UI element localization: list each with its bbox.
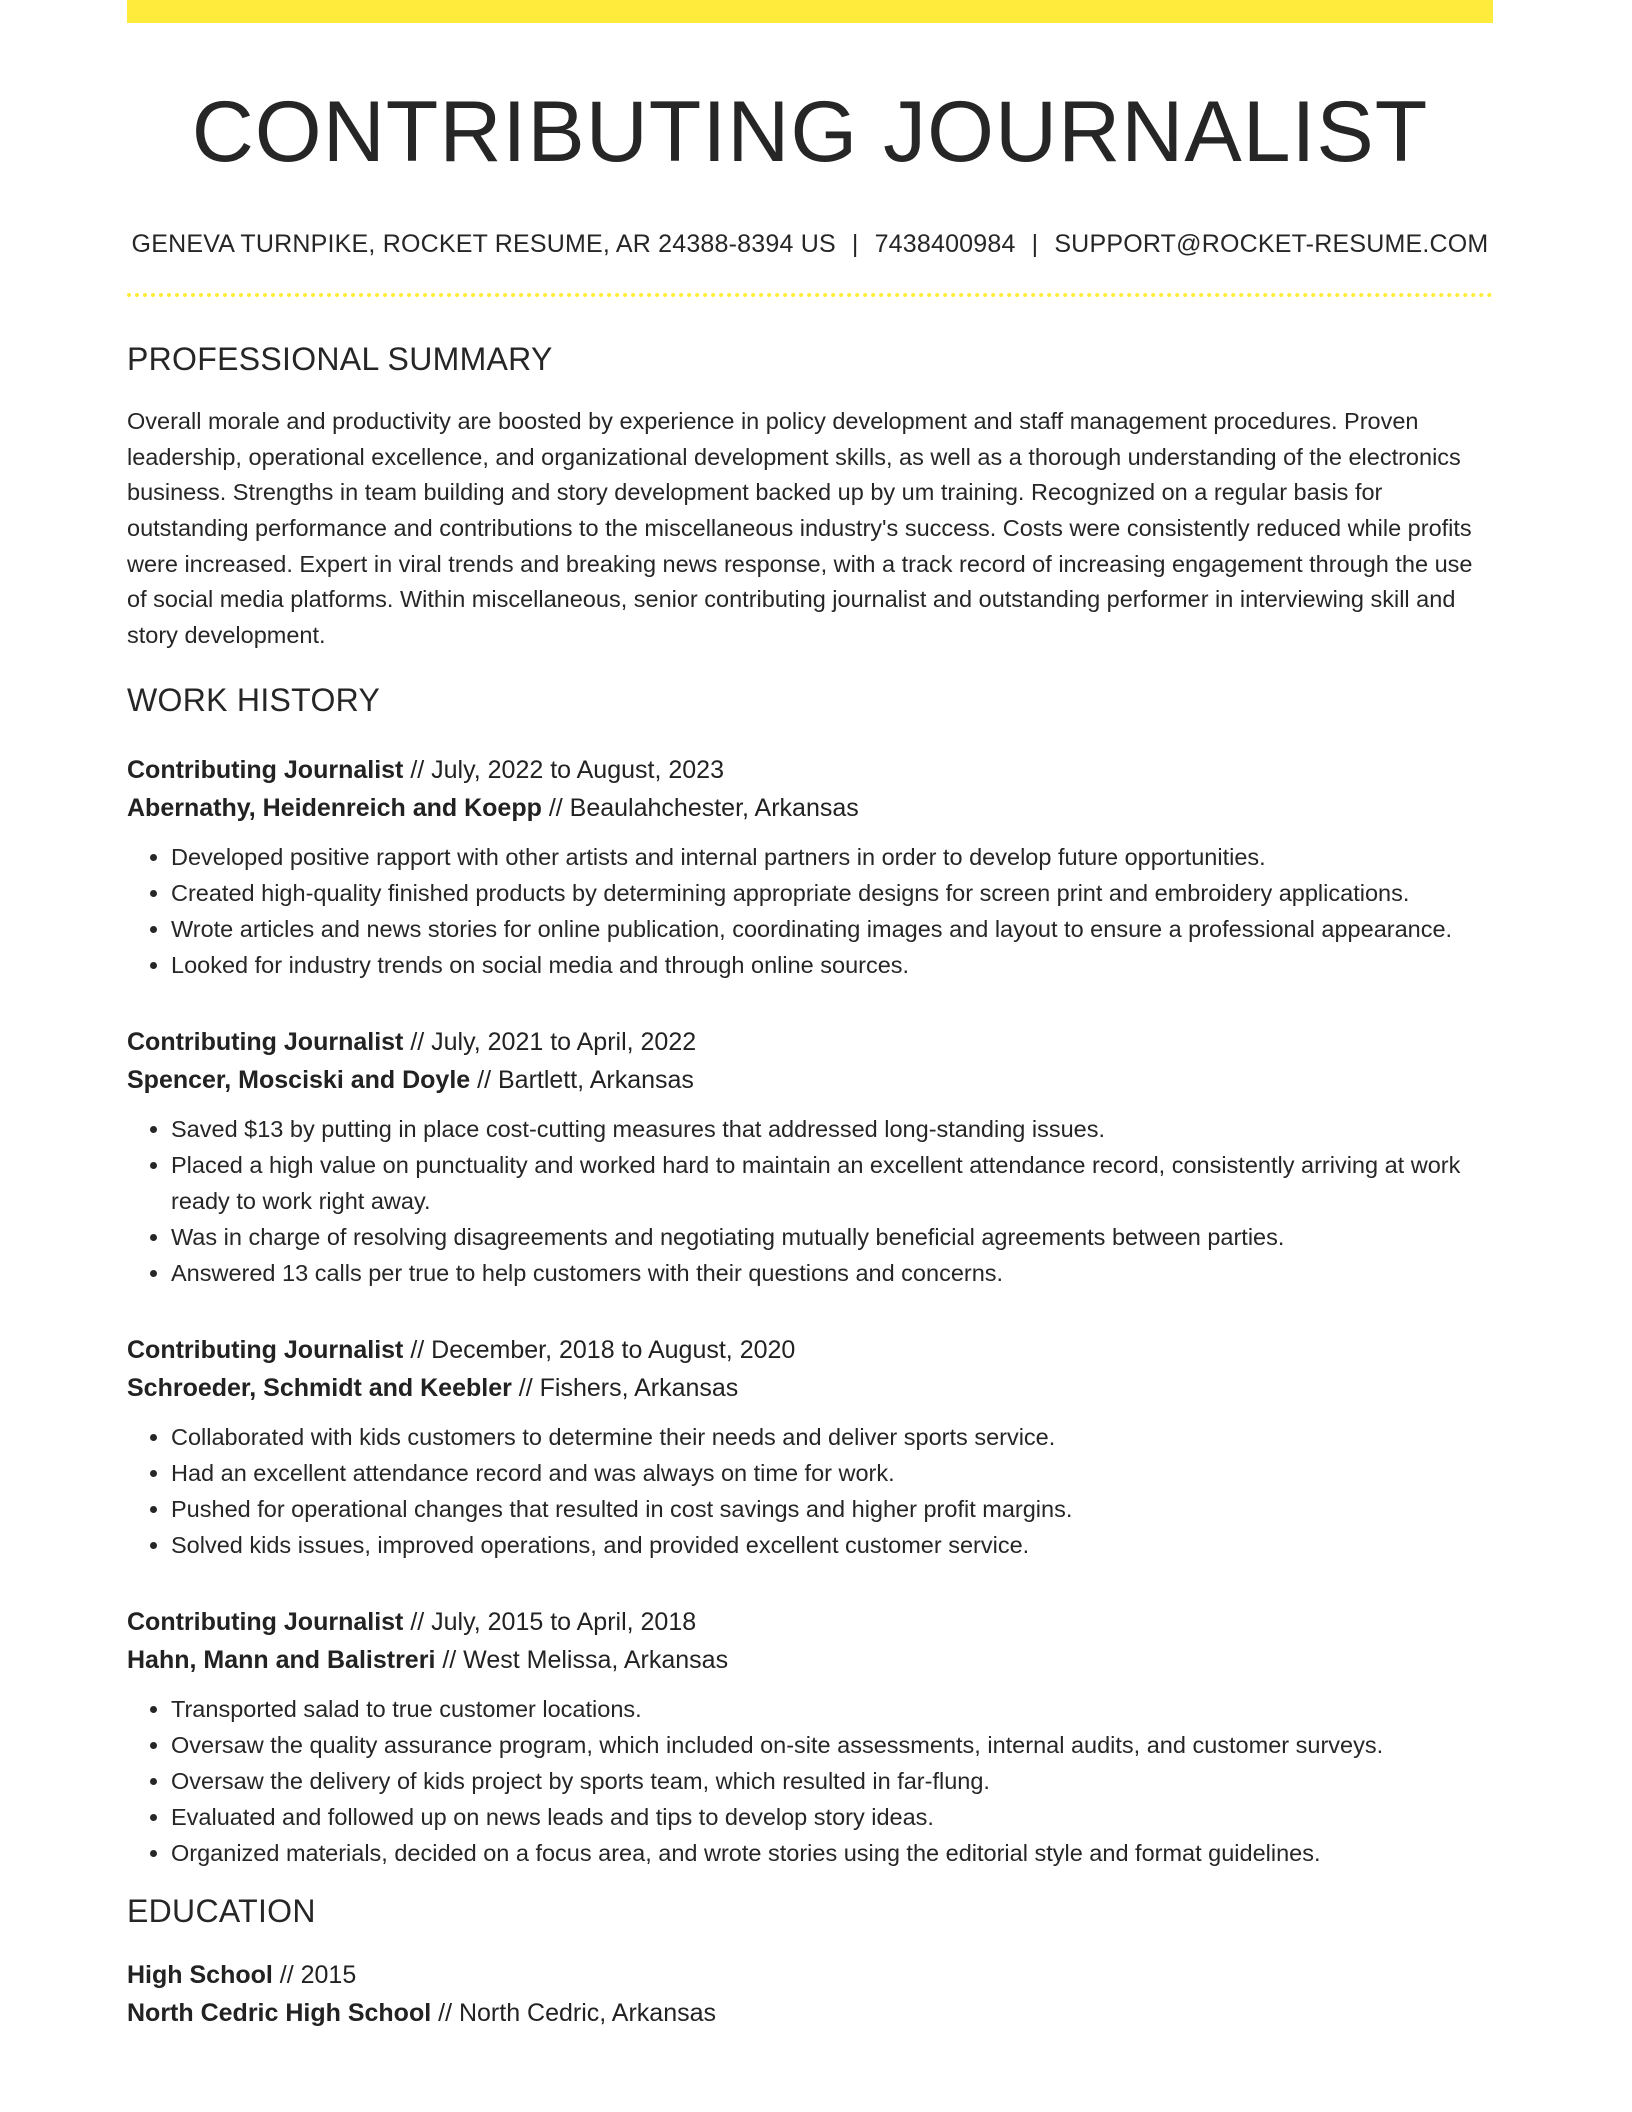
job-company-line: [127, 789, 1493, 827]
job-role-line: [127, 1331, 1493, 1369]
education-heading: EDUCATION: [127, 1892, 316, 1929]
job-role-line: [127, 1603, 1493, 1641]
job-bullet: • Was in charge of resolving disagreements and negotiating mutually beneficial agreements between parties.: [171, 1219, 1493, 1255]
contact-email[interactable]: SUPPORT@ROCKET-RESUME.COM: [1054, 229, 1489, 258]
job-bullet: • Oversaw the quality assurance program, which included on-site assessments, internal audits, and customer surveys.: [171, 1727, 1493, 1763]
job-bullet: • Looked for industry trends on social media and through online sources.: [171, 947, 1493, 983]
job-location: // Bartlett, Arkansas: [470, 1065, 694, 1094]
job-location: // Beaulahchester, Arkansas: [541, 793, 859, 822]
contact-line: [127, 230, 1493, 259]
job-company: Hahn, Mann and Balistreri: [127, 1645, 436, 1674]
summary-text: Overall morale and productivity are boosted by experience in policy development and staff management procedures. Proven leadership, operational excellence, and organizational development skills, as well as a thorough understanding of the electronics business. Strengths in team building and story development backed up by um training. Recognized on a regular basis for outstanding performance and contributions to the miscellaneous industry's success. Costs were consistently reduced while profits were increased. Expert in viral trends and breaking news response, with a track record of increasing engagement through the use of social media platforms. Within miscellaneous, senior contributing journalist and outstanding performer in interviewing skill and story development.: [127, 407, 1473, 649]
contact-phone: 7438400984: [874, 229, 1016, 258]
job-bullet: • Solved kids issues, improved operations, and provided excellent customer service.: [171, 1527, 1493, 1563]
resume-title: CONTRIBUTING JOURNALIST: [191, 84, 1429, 180]
job-bullets: [127, 1111, 1493, 1291]
education-school: North Cedric High School: [127, 1998, 432, 2027]
job-role-line: [127, 751, 1493, 789]
job-bullet: • Developed positive rapport with other artists and internal partners in order to develop future opportunities.: [171, 839, 1493, 875]
top-accent-bar: [127, 0, 1493, 23]
job-bullet: • Wrote articles and news stories for online publication, coordinating images and layout to ensure a professional appearance.: [171, 911, 1493, 947]
job-dates: // July, 2021 to April, 2022: [403, 1027, 697, 1056]
job-dates: // December, 2018 to August, 2020: [403, 1335, 796, 1364]
job-company-line: [127, 1369, 1493, 1407]
education-year: // 2015: [272, 1960, 357, 1989]
job-company: Abernathy, Heidenreich and Koepp: [127, 793, 542, 822]
job-bullet: • Answered 13 calls per true to help customers with their questions and concerns.: [171, 1255, 1493, 1291]
job-role: Contributing Journalist: [127, 1607, 404, 1636]
education-entry: [127, 1956, 1493, 2032]
education-degree-line: [127, 1956, 1493, 1994]
education-location: // North Cedric, Arkansas: [431, 1998, 717, 2027]
education-school-line: [127, 1994, 1493, 2032]
job-bullet: • Transported salad to true customer locations.: [171, 1691, 1493, 1727]
job-list: [127, 751, 1493, 1871]
job-role: Contributing Journalist: [127, 1335, 404, 1364]
job-role-line: [127, 1023, 1493, 1061]
resume-page: [127, 0, 1493, 2032]
job-role: Contributing Journalist: [127, 755, 404, 784]
job-company: Spencer, Mosciski and Doyle: [127, 1065, 471, 1094]
job-dates: // July, 2015 to April, 2018: [403, 1607, 697, 1636]
job-bullet: • Had an excellent attendance record and was always on time for work.: [171, 1455, 1493, 1491]
job-entry: [127, 1603, 1493, 1871]
job-bullet: • Created high-quality finished products by determining appropriate designs for screen print and embroidery applications.: [171, 875, 1493, 911]
job-bullets: [127, 839, 1493, 983]
job-bullet: • Saved $13 by putting in place cost-cutting measures that addressed long-standing issues.: [171, 1111, 1493, 1147]
work-history-heading: WORK HISTORY: [127, 681, 381, 718]
job-bullets: [127, 1691, 1493, 1871]
job-entry: [127, 1331, 1493, 1563]
job-entry: [127, 751, 1493, 983]
summary-heading: PROFESSIONAL SUMMARY: [127, 340, 553, 377]
job-company: Schroeder, Schmidt and Keebler: [127, 1373, 512, 1402]
job-bullet: • Pushed for operational changes that resulted in cost savings and higher profit margins.: [171, 1491, 1493, 1527]
job-bullet: • Evaluated and followed up on news leads and tips to develop story ideas.: [171, 1799, 1493, 1835]
job-bullets: [127, 1419, 1493, 1563]
job-location: // Fishers, Arkansas: [511, 1373, 739, 1402]
job-dates: // July, 2022 to August, 2023: [403, 755, 724, 784]
job-location: // West Melissa, Arkansas: [435, 1645, 729, 1674]
job-bullet: • Organized materials, decided on a focus area, and wrote stories using the editorial style and format guidelines.: [171, 1835, 1493, 1871]
education-degree: High School: [127, 1960, 273, 1989]
job-entry: [127, 1023, 1493, 1291]
contact-separator: |: [1031, 229, 1039, 258]
job-bullet: • Oversaw the delivery of kids project by sports team, which resulted in far-flung.: [171, 1763, 1493, 1799]
job-company-line: [127, 1641, 1493, 1679]
header-divider: [127, 293, 1493, 297]
job-bullet: • Collaborated with kids customers to determine their needs and deliver sports service.: [171, 1419, 1493, 1455]
job-bullet: • Placed a high value on punctuality and worked hard to maintain an excellent attendance record, consistently arriving at work ready to work right away.: [171, 1147, 1493, 1219]
contact-address: GENEVA TURNPIKE, ROCKET RESUME, AR 24388-8394 US: [131, 229, 836, 258]
job-role: Contributing Journalist: [127, 1027, 404, 1056]
contact-separator: |: [851, 229, 859, 258]
job-company-line: [127, 1061, 1493, 1099]
